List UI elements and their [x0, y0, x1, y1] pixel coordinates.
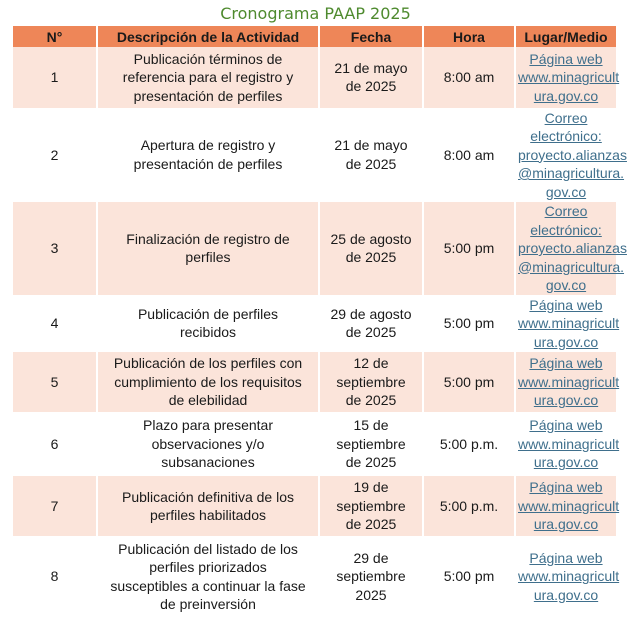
page-title: Cronograma PAAP 2025 [220, 4, 411, 23]
row-date [319, 476, 423, 537]
place-link-line[interactable]: www.minagricult [518, 568, 620, 585]
table-row [13, 202, 616, 296]
row-date [319, 295, 423, 352]
row-number: 1 [13, 47, 97, 108]
row-date [319, 413, 423, 476]
row-time: 8:00 am [423, 108, 515, 202]
place-link-line[interactable]: Página web [529, 549, 603, 566]
row-place[interactable] [515, 413, 620, 476]
place-link-line[interactable]: ura.gov.co [533, 516, 599, 533]
row-time: 8:00 am [423, 47, 515, 108]
row-place[interactable] [515, 202, 627, 296]
row-description-line: recibidos [179, 324, 237, 341]
row-description [97, 413, 319, 476]
table-row [13, 47, 616, 108]
row-description-line: Publicación de perfiles [137, 305, 279, 322]
place-link-line[interactable]: www.minagricult [518, 435, 620, 452]
row-date-line: 25 de agosto [330, 230, 412, 247]
row-time: 5:00 pm [423, 352, 515, 413]
place-link-line[interactable]: electrónico: [530, 128, 602, 144]
row-time: 5:00 p.m. [423, 476, 515, 537]
row-description-line: presentación de perfiles [133, 87, 283, 104]
row-description-line: Apertura de registro y [140, 137, 276, 154]
row-description [97, 476, 319, 537]
table-row [13, 295, 616, 352]
row-time: 5:00 pm [423, 202, 515, 296]
row-date-line: 29 de [353, 549, 389, 566]
header-time: Hora [423, 26, 515, 47]
row-place[interactable] [515, 47, 620, 108]
row-number: 6 [13, 413, 97, 476]
row-date-line: septiembre [336, 435, 406, 452]
place-link-line[interactable]: Página web [529, 479, 603, 496]
row-number: 7 [13, 476, 97, 537]
row-time: 5:00 pm [423, 537, 515, 617]
place-link-line[interactable]: @minagricultura. [518, 258, 625, 275]
row-date-line: 12 de [353, 355, 389, 372]
row-date-line: 19 de [353, 479, 389, 496]
row-number: 5 [13, 352, 97, 413]
row-date-line: septiembre [336, 497, 406, 514]
header-row [13, 26, 616, 47]
row-description [97, 352, 319, 413]
place-link-line[interactable]: Correo [544, 109, 588, 126]
header-description: Descripción de la Actividad [97, 26, 319, 47]
place-link-line[interactable]: proyecto.alianzas [518, 240, 627, 256]
row-description-line: Publicación del listado de los [118, 540, 298, 557]
place-link-line[interactable]: Página web [529, 50, 603, 67]
row-date-line: 29 de agosto [330, 305, 412, 322]
table-row [13, 476, 616, 537]
row-description-line: de elebilidad [168, 392, 248, 409]
row-date-line: 15 de [353, 417, 389, 434]
place-link-line[interactable]: Página web [529, 296, 603, 313]
place-link-line[interactable]: @minagricultura. [518, 165, 625, 181]
place-link-line[interactable]: ura.gov.co [533, 87, 599, 104]
row-place[interactable] [515, 537, 620, 617]
row-date-line: septiembre [336, 568, 406, 585]
schedule-table [13, 26, 627, 617]
row-place[interactable] [515, 108, 627, 202]
place-link-line[interactable]: gov.co [545, 277, 587, 293]
row-description-line: perfiles [185, 249, 231, 266]
row-description [97, 108, 319, 202]
row-description [97, 202, 319, 296]
row-time: 5:00 p.m. [423, 413, 515, 476]
row-date [319, 537, 423, 617]
place-link-line[interactable]: proyecto.alianzas [518, 146, 627, 163]
table-row [13, 352, 616, 413]
row-description-line: perfiles habilitados [150, 507, 266, 523]
row-date-line: 21 de mayo [334, 59, 408, 76]
row-time: 5:00 pm [423, 295, 515, 352]
row-date-line: septiembre [336, 373, 406, 390]
row-description-line: subsanaciones [161, 454, 255, 471]
place-link-line[interactable]: Correo [544, 203, 588, 219]
row-description [97, 47, 319, 108]
row-description-line: observaciones y/o [151, 435, 265, 452]
row-date [319, 108, 423, 202]
row-description-line: Publicación de los perfiles con [113, 355, 303, 372]
place-link-line[interactable]: electrónico: [530, 221, 602, 238]
row-date-line: de 2025 [345, 392, 397, 409]
place-link-line[interactable]: ura.gov.co [533, 392, 599, 409]
row-place[interactable] [515, 295, 620, 352]
row-number: 3 [13, 202, 97, 296]
row-description-line: susceptibles a continuar la fase [110, 577, 306, 594]
place-link-line[interactable]: www.minagricult [518, 373, 620, 390]
place-link-line[interactable]: www.minagricult [518, 497, 620, 514]
row-date [319, 47, 423, 108]
row-date-line: de 2025 [345, 78, 397, 95]
row-place[interactable] [515, 352, 620, 413]
place-link-line[interactable]: www.minagricult [518, 69, 620, 85]
row-date-line: de 2025 [345, 454, 397, 471]
row-date-line: de 2025 [345, 516, 397, 533]
row-number: 2 [13, 108, 97, 202]
row-date [319, 202, 423, 296]
row-description-line: Publicación definitiva de los [122, 488, 294, 505]
table-row [13, 537, 616, 617]
row-description [97, 295, 319, 352]
row-date-line: 21 de mayo [334, 137, 408, 154]
row-description-line: Plazo para presentar [143, 417, 273, 434]
row-description-line: cumplimiento de los requisitos [114, 373, 302, 390]
place-link-line[interactable]: www.minagricult [518, 315, 620, 331]
row-date-line: de 2025 [345, 155, 397, 172]
place-link-line[interactable]: ura.gov.co [533, 454, 599, 471]
row-date-line: de 2025 [345, 249, 397, 266]
row-description-line: de preinversión [160, 596, 256, 612]
row-description-line: presentación de perfiles [133, 155, 283, 172]
place-link-line[interactable]: ura.gov.co [533, 333, 599, 350]
row-description-line: referencia para el registro y [122, 69, 294, 85]
row-number: 4 [13, 295, 97, 352]
row-description-line: perfiles priorizados [149, 559, 267, 575]
place-link-line[interactable]: ura.gov.co [533, 586, 599, 603]
table-row [13, 108, 616, 202]
header-date: Fecha [319, 26, 423, 47]
place-link-line[interactable]: Página web [529, 355, 603, 372]
row-description [97, 537, 319, 617]
row-date-line: de 2025 [345, 324, 397, 341]
place-link-line[interactable]: Página web [529, 417, 603, 434]
row-description-line: Publicación términos de [133, 50, 283, 67]
header-number: N° [13, 26, 97, 47]
row-number: 8 [13, 537, 97, 617]
table-row [13, 413, 616, 476]
place-link-line[interactable]: gov.co [545, 183, 587, 200]
row-date-line: 2025 [355, 586, 387, 603]
row-date [319, 352, 423, 413]
row-place[interactable] [515, 476, 620, 537]
header-place: Lugar/Medio [515, 26, 616, 47]
row-description-line: Finalización de registro de [126, 230, 290, 247]
